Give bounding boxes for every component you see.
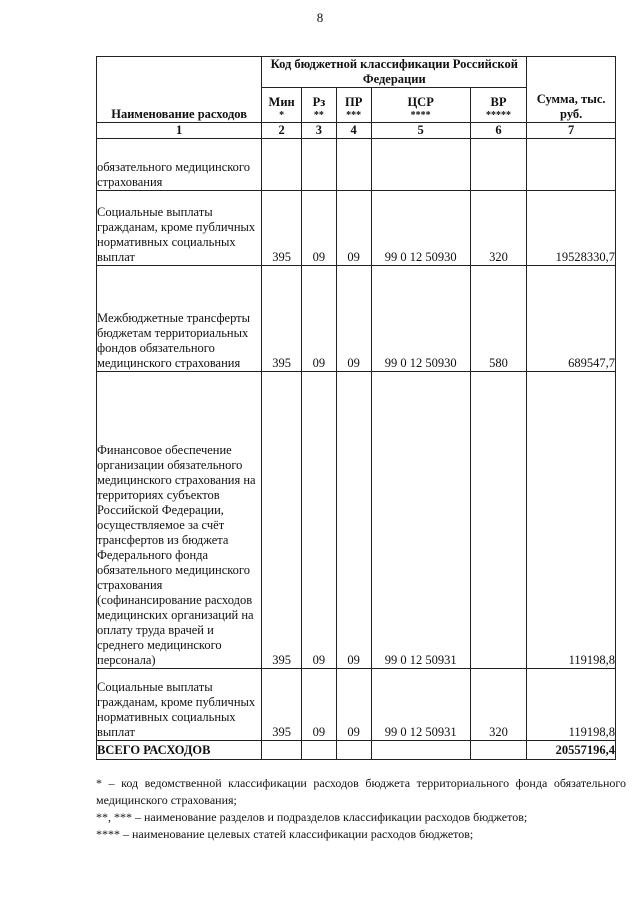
row-csr bbox=[371, 139, 470, 191]
header-col-min bbox=[262, 88, 302, 123]
total-empty-cell bbox=[470, 741, 527, 760]
row-rz: 09 bbox=[302, 191, 337, 266]
table-row bbox=[97, 669, 616, 741]
column-numbers-row bbox=[97, 123, 616, 139]
header-row-top bbox=[97, 57, 616, 88]
header-name: Наименование расходов bbox=[97, 57, 262, 123]
row-vr bbox=[470, 372, 527, 669]
header-col-pr-label: ПР bbox=[344, 95, 363, 109]
total-empty-cell bbox=[336, 741, 371, 760]
header-col-vr-stars: ***** bbox=[486, 110, 511, 121]
row-min: 395 bbox=[262, 669, 302, 741]
table-row bbox=[97, 191, 616, 266]
total-label: ВСЕГО РАСХОДОВ bbox=[97, 741, 262, 760]
column-number: 6 bbox=[470, 123, 527, 139]
column-number: 7 bbox=[527, 123, 616, 139]
row-vr: 320 bbox=[470, 669, 527, 741]
table-row bbox=[97, 372, 616, 669]
header-col-vr bbox=[470, 88, 527, 123]
row-min: 395 bbox=[262, 372, 302, 669]
row-pr: 09 bbox=[336, 191, 371, 266]
row-sum: 689547,7 bbox=[527, 266, 616, 372]
row-name: обязательного медицинского страхования bbox=[97, 139, 262, 191]
row-pr: 09 bbox=[336, 266, 371, 372]
row-min: 395 bbox=[262, 191, 302, 266]
header-sum: Сумма, тыс. руб. bbox=[527, 57, 616, 123]
row-min: 395 bbox=[262, 266, 302, 372]
footnote: * – код ведомственной классификации расходов бюджета территориального фонда обязательного медицинского страхования; bbox=[96, 776, 626, 807]
row-pr bbox=[336, 139, 371, 191]
total-empty-cell bbox=[262, 741, 302, 760]
column-number: 3 bbox=[302, 123, 337, 139]
row-name: Финансовое обеспечение организации обязательного медицинского страхования на территориях субъектов Российской Федерации, осуществляемое за счёт трансфертов из бюджета Федерального фонда обязательного медицинского страхования (софинансирование расходов медицинских организаций на оплату труда врачей и среднего медицинского персонала) bbox=[97, 372, 262, 669]
row-csr: 99 0 12 50931 bbox=[371, 669, 470, 741]
column-number: 2 bbox=[262, 123, 302, 139]
header-col-csr-label: ЦСР bbox=[407, 95, 434, 109]
total-empty-cell bbox=[371, 741, 470, 760]
table-row bbox=[97, 266, 616, 372]
row-name: Социальные выплаты гражданам, кроме публичных нормативных социальных выплат bbox=[97, 669, 262, 741]
header-col-rz bbox=[302, 88, 337, 123]
footnotes bbox=[96, 775, 626, 843]
header-col-min-stars: * bbox=[279, 110, 285, 121]
column-number: 5 bbox=[371, 123, 470, 139]
total-empty-cell bbox=[302, 741, 337, 760]
row-pr: 09 bbox=[336, 669, 371, 741]
footnote: **** – наименование целевых статей классификации расходов бюджетов; bbox=[96, 827, 474, 841]
row-vr: 320 bbox=[470, 191, 527, 266]
header-col-csr bbox=[371, 88, 470, 123]
header-col-rz-label: Рз bbox=[312, 95, 326, 109]
row-name: Социальные выплаты гражданам, кроме публичных нормативных социальных выплат bbox=[97, 191, 262, 266]
column-number: 1 bbox=[97, 123, 262, 139]
row-sum: 119198,8 bbox=[527, 372, 616, 669]
row-vr: 580 bbox=[470, 266, 527, 372]
header-col-vr-label: ВР bbox=[490, 95, 507, 109]
row-sum: 119198,8 bbox=[527, 669, 616, 741]
header-col-csr-stars: **** bbox=[410, 110, 431, 121]
header-col-pr bbox=[336, 88, 371, 123]
row-rz: 09 bbox=[302, 669, 337, 741]
row-sum bbox=[527, 139, 616, 191]
header-col-rz-stars: ** bbox=[313, 110, 324, 121]
column-number: 4 bbox=[336, 123, 371, 139]
header-col-pr-stars: *** bbox=[346, 110, 362, 121]
header-code-group: Код бюджетной классификации Российской Федерации bbox=[262, 57, 527, 88]
row-name: Межбюджетные трансферты бюджетам территориальных фондов обязательного медицинского страхования bbox=[97, 266, 262, 372]
header-col-min-label: Мин bbox=[268, 95, 295, 109]
row-vr bbox=[470, 139, 527, 191]
row-rz bbox=[302, 139, 337, 191]
row-pr: 09 bbox=[336, 372, 371, 669]
row-csr: 99 0 12 50930 bbox=[371, 191, 470, 266]
footnote: **, *** – наименование разделов и подразделов классификации расходов бюджетов; bbox=[96, 810, 528, 824]
row-csr: 99 0 12 50930 bbox=[371, 266, 470, 372]
row-csr: 99 0 12 50931 bbox=[371, 372, 470, 669]
row-rz: 09 bbox=[302, 372, 337, 669]
row-rz: 09 bbox=[302, 266, 337, 372]
page-number: 8 bbox=[316, 10, 324, 25]
total-sum: 20557196,4 bbox=[527, 741, 616, 760]
total-row bbox=[97, 741, 616, 760]
budget-table bbox=[96, 56, 616, 760]
row-sum: 19528330,7 bbox=[527, 191, 616, 266]
row-min bbox=[262, 139, 302, 191]
table-row bbox=[97, 139, 616, 191]
